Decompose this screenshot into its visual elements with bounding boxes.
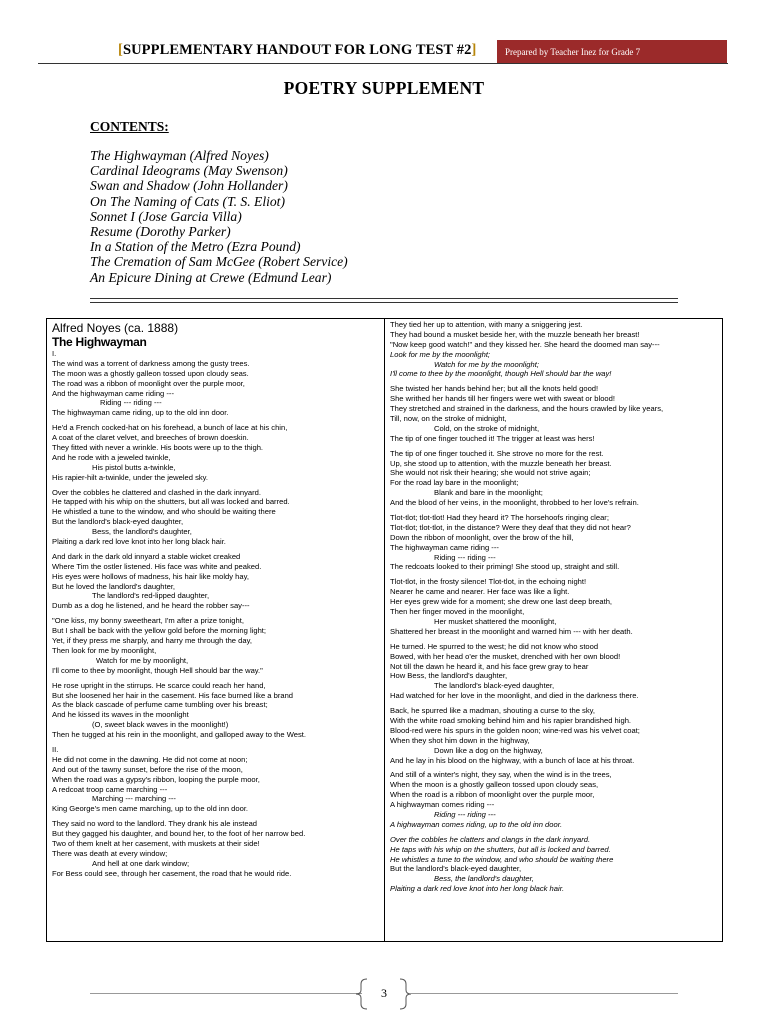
poem-line: Bowed, with her head o'er the musket, drenched with her own blood! xyxy=(390,651,621,661)
poem-line: The highwayman came riding --- xyxy=(390,542,499,552)
contents-item: Resume (Dorothy Parker) xyxy=(90,224,231,240)
prepared-by-banner: Prepared by Teacher Inez for Grade 7 xyxy=(497,40,727,64)
poem-line: He tapped with his whip on the shutters, but all was locked and barred. xyxy=(52,497,290,507)
poem-line: Then look for me by moonlight, xyxy=(52,645,157,655)
poem-line: A coat of the claret velvet, and breeches of brown doeskin. xyxy=(52,433,249,443)
poem-line: Then he tugged at his rein in the moonlight, and galloped away to the West. xyxy=(52,730,306,740)
poem-line: King George's men came marching, up to the old inn door. xyxy=(52,804,249,814)
poem-line: Riding --- riding --- xyxy=(434,809,496,819)
poem-line: Then her finger moved in the moonlight, xyxy=(390,607,525,617)
poem-line: The road was a ribbon of moonlight over the purple moor, xyxy=(52,378,245,388)
poem-line: Tlot-tlot, in the frosty silence! Tlot-tlot, in the echoing night! xyxy=(390,577,587,587)
contents-item: An Epicure Dining at Crewe (Edmund Lear) xyxy=(90,269,332,285)
contents-list xyxy=(90,148,348,285)
poem-line: Back, he spurred like a madman, shouting a curse to the sky, xyxy=(390,706,595,716)
poem-line: Tlot-tlot; tlot-tlot! Had they heard it? The horsehoofs ringing clear; xyxy=(390,513,609,523)
poem-line: When the moon is a ghostly galleon tossed upon cloudy seas, xyxy=(390,780,599,790)
poem-line: But I shall be back with the yellow gold before the morning light; xyxy=(52,626,267,636)
poem-line: Bess, the landlord's daughter, xyxy=(434,874,534,884)
poem-line: They tied her up to attention, with many a sniggering jest. xyxy=(390,320,583,329)
poem-line: She twisted her hands behind her; but all the knots held good! xyxy=(390,384,599,394)
poem-line: Plaiting a dark red love knot into her long black hair. xyxy=(390,884,565,894)
poem-line: Up, she stood up to attention, with the muzzle beneath her breast. xyxy=(390,458,612,468)
poem-line: Down like a dog on the highway, xyxy=(434,745,543,755)
poem-line: As the black cascade of perfume came tumbling over his breast; xyxy=(52,700,268,710)
poem-line: The tip of one finger touched it. She strove no more for the rest. xyxy=(390,448,604,458)
poem-line: There was death at every window; xyxy=(52,848,168,858)
poem-line: Marching --- marching --- xyxy=(92,794,176,804)
poem-line: For Bess could see, through her casement, the road that he would ride. xyxy=(52,868,292,878)
poem-line: Blood-red were his spurs in the golden noon; wine-red was his velvet coat; xyxy=(390,725,640,735)
contents-item: The Cremation of Sam McGee (Robert Service) xyxy=(90,254,348,270)
poem-line: He rose upright in the stirrups. He scarce could reach her hand, xyxy=(52,680,266,690)
poem-line: The landlord's red-lipped daughter, xyxy=(92,591,210,601)
poem-line: I'll come to thee by moonlight, though Hell should bar the way." xyxy=(52,665,263,675)
poem-line: When the road was a gypsy's ribbon, looping the purple moor, xyxy=(52,774,260,784)
footer-rule-right xyxy=(410,993,678,994)
poem-line: (O, sweet black waves in the moonlight!) xyxy=(92,720,229,730)
contents-item: Swan and Shadow (John Hollander) xyxy=(90,178,288,194)
poem-line: He turned. He spurred to the west; he did not know who stood xyxy=(390,641,599,651)
poem-line: I. xyxy=(52,349,57,358)
poem-line: But they gagged his daughter, and bound her, to the foot of her narrow bed. xyxy=(52,829,306,839)
header-title-text: SUPPLEMENTARY HANDOUT FOR LONG TEST #2 xyxy=(122,42,472,58)
poem-line: And out of the tawny sunset, before the rise of the moon, xyxy=(52,764,243,774)
poem-line: Over the cobbles he clatters and clangs in the dark innyard. xyxy=(390,834,591,844)
page-number: 3 xyxy=(381,986,387,1000)
handout-header-title xyxy=(118,42,476,59)
poem-line: Her eyes grew wide for a moment; she drew one last deep breath, xyxy=(390,597,613,607)
poem-line: The tip of one finger touched it! The trigger at least was hers! xyxy=(390,433,595,443)
poem-line: I'll come to thee by the moonlight, though Hell should bar the way! xyxy=(390,369,612,379)
poem-title: The Highwayman xyxy=(52,335,147,349)
contents-item: Cardinal Ideograms (May Swenson) xyxy=(90,163,288,179)
footer-rule-left xyxy=(90,993,362,994)
poem-line: Plaiting a dark red love knot into her long black hair. xyxy=(52,537,226,547)
poem-line: For the road lay bare in the moonlight; xyxy=(390,478,519,488)
contents-label: CONTENTS: xyxy=(90,119,169,134)
poem-line: They said no word to the landlord. They drank his ale instead xyxy=(52,819,258,829)
poem-author: Alfred Noyes (ca. 1888) xyxy=(52,321,179,335)
poem-line: He taps with his whip on the shutters, but all is locked and barred. xyxy=(390,844,611,854)
poem-line: Where Tim the ostler listened. His face was white and peaked. xyxy=(52,561,262,571)
poem-line: And dark in the dark old innyard a stable wicket creaked xyxy=(52,551,241,561)
poem-line: His rapier-hilt a-twinkle, under the jeweled sky. xyxy=(52,472,209,482)
poem-line: Yet, if they press me sharply, and harry me through the day, xyxy=(52,636,252,646)
poem-line: "Now keep good watch!" and they kissed her. She heard the doomed man say--- xyxy=(390,339,660,349)
poem-line: They fitted with never a wrinkle. His boots were up to the thigh. xyxy=(52,443,264,453)
poem-line: She would not risk their hearing; she would not strive again; xyxy=(390,468,591,478)
poem-line: Cold, on the stroke of midnight, xyxy=(434,423,540,433)
poem-line: Tlot-tlot; tlot-tlot, in the distance? Were they deaf that they did not hear? xyxy=(390,522,631,532)
poem-line: Watch for me by the moonlight; xyxy=(434,359,539,369)
poem-line: And the blood of her veins, in the moonlight, throbbed to her love's refrain. xyxy=(390,498,639,508)
poem-line: A highwayman comes riding, up to the old inn door. xyxy=(390,819,563,829)
poem-line: A redcoat troop came marching --- xyxy=(52,784,168,794)
poem-line: How Bess, the landlord's daughter, xyxy=(390,671,508,681)
poem-line: When they shot him down in the highway, xyxy=(390,735,530,745)
poem-line: His pistol butts a-twinkle, xyxy=(92,462,176,472)
footer-brace-left xyxy=(355,978,369,1010)
poem-line: And hell at one dark window; xyxy=(92,858,190,868)
poem-line: And he kissed its waves in the moonlight xyxy=(52,710,189,720)
poem-line: Shattered her breast in the moonlight and warned him --- with her death. xyxy=(390,626,633,636)
header-rule xyxy=(38,63,728,64)
contents-item: Sonnet I (Jose Garcia Villa) xyxy=(90,208,242,224)
poem-line: Nearer he came and nearer. Her face was like a light. xyxy=(390,587,570,597)
poem-line: And the highwayman came riding --- xyxy=(52,388,174,398)
poem-line: Her musket shattered the moonlight, xyxy=(434,616,557,626)
poem-line: The redcoats looked to their priming! She stood up, straight and still. xyxy=(390,562,620,572)
section-divider xyxy=(90,298,678,303)
poem-line: She writhed her hands till her fingers were wet with sweat or blood! xyxy=(390,394,615,404)
poem-line: And he rode with a jeweled twinkle, xyxy=(52,452,171,462)
header-bracket-close: ] xyxy=(471,42,477,58)
poem-line: Not till the dawn he heard it, and his face grew gray to hear xyxy=(390,661,589,671)
poem-line: Riding --- riding --- xyxy=(434,552,496,562)
poem-column-divider xyxy=(384,318,385,942)
poem-line: He whistles a tune to the window, and who should be waiting there xyxy=(390,854,614,864)
poem-left-column xyxy=(52,349,306,879)
poem-line: When the road is a ribbon of moonlight over the purple moor, xyxy=(390,790,595,800)
poem-line: Look for me by the moonlight; xyxy=(390,349,491,359)
poem-line: The moon was a ghostly galleon tossed upon cloudy seas. xyxy=(52,368,249,378)
poem-line: Bess, the landlord's daughter, xyxy=(92,527,192,537)
poem-line: And still of a winter's night, they say, when the wind is in the trees, xyxy=(390,770,612,780)
poem-line: He'd a French cocked-hat on his forehead, a bunch of lace at his chin, xyxy=(52,423,288,433)
footer-brace-right xyxy=(398,978,412,1010)
page-title: POETRY SUPPLEMENT xyxy=(283,78,485,98)
poem-line: But the landlord's black-eyed daughter, xyxy=(52,517,184,527)
contents-item: In a Station of the Metro (Ezra Pound) xyxy=(90,239,301,255)
poem-line: He whistled a tune to the window, and who should be waiting there xyxy=(52,507,276,517)
poem-line: Till, now, on the stroke of midnight, xyxy=(390,414,507,424)
poem-line: A highwayman comes riding --- xyxy=(390,800,495,810)
poem-line: "One kiss, my bonny sweetheart, I'm after a prize tonight, xyxy=(52,616,244,626)
poem-right-column xyxy=(390,320,663,894)
poem-line: They had bound a musket beside her, with the muzzle beneath her breast! xyxy=(390,329,640,339)
poem-line: Watch for me by moonlight, xyxy=(96,655,189,665)
poem-line: The highwayman came riding, up to the old inn door. xyxy=(52,408,229,418)
poem-line: Down the ribbon of moonlight, over the brow of the hill, xyxy=(390,532,574,542)
poem-line: His eyes were hollows of madness, his hair like moldy hay, xyxy=(52,571,249,581)
poem-line: Dumb as a dog he listened, and he heard the robber say--- xyxy=(52,601,250,611)
poem-line: The landlord's black-eyed daughter, xyxy=(434,681,555,691)
poem-line: Riding --- riding --- xyxy=(100,398,162,408)
poem-line: Blank and bare in the moonlight; xyxy=(434,488,543,498)
poem-line: Two of them knelt at her casement, with muskets at their side! xyxy=(52,838,260,848)
poem-line: II. xyxy=(52,744,59,754)
poem-line: But he loved the landlord's daughter, xyxy=(52,581,176,591)
poem-line: And he lay in his blood on the highway, with a bunch of lace at his throat. xyxy=(390,755,635,765)
poem-line: The wind was a torrent of darkness among the gusty trees. xyxy=(52,358,250,368)
poem-line: But the landlord's black-eyed daughter, xyxy=(390,864,522,874)
poem-line: He did not come in the dawning. He did not come at noon; xyxy=(52,754,248,764)
contents-item: On The Naming of Cats (T. S. Eliot) xyxy=(90,193,285,209)
poem-line: But she loosened her hair in the casement. His face burned like a brand xyxy=(52,690,294,700)
poem-line: Over the cobbles he clattered and clashed in the dark innyard. xyxy=(52,487,261,497)
header-bracket-open: [ xyxy=(118,42,123,58)
poem-line: Had watched for her love in the moonlight, and died in the darkness there. xyxy=(390,691,639,701)
contents-item: The Highwayman (Alfred Noyes) xyxy=(90,148,269,163)
poem-line: With the white road smoking behind him and his rapier brandished high. xyxy=(390,715,632,725)
poem-line: They stretched and strained in the darkness, and the hours crawled by like years, xyxy=(390,404,664,414)
